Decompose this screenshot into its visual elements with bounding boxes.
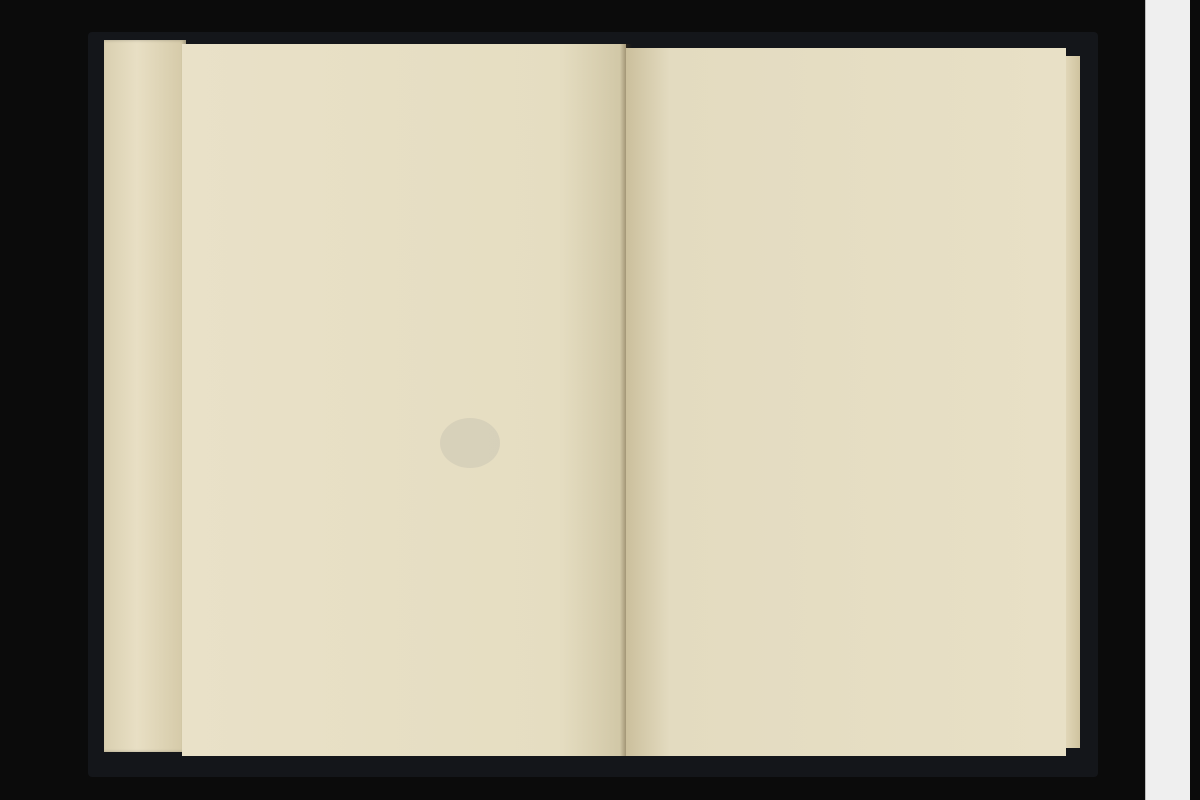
right-page bbox=[626, 48, 1066, 756]
watermark-logo bbox=[440, 418, 500, 468]
page-stack-left bbox=[104, 40, 186, 752]
left-page bbox=[182, 44, 626, 756]
measuring-ruler bbox=[1145, 0, 1190, 800]
